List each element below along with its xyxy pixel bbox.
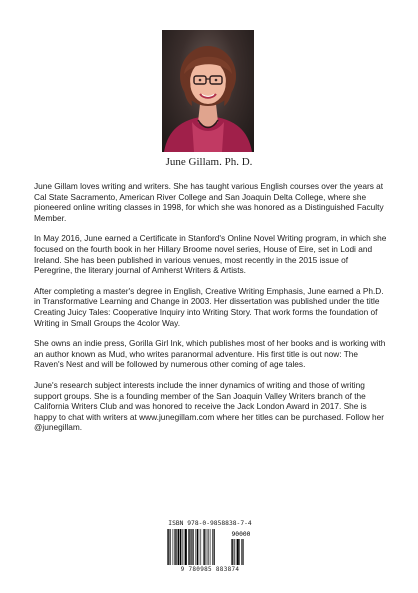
barcode-bar xyxy=(203,529,204,565)
author-bio xyxy=(34,181,388,443)
barcode-bar xyxy=(214,529,215,565)
barcode-addon-bar xyxy=(231,539,232,565)
barcode-addon-bar xyxy=(241,539,242,565)
barcode-bar xyxy=(189,529,190,565)
barcode-bar xyxy=(192,529,193,565)
barcode-addon-bar xyxy=(232,539,233,565)
barcode-bar xyxy=(204,529,205,565)
author-caption: June Gillam. Ph. D. xyxy=(165,156,253,168)
author-photo xyxy=(162,30,254,152)
barcode-bar xyxy=(210,529,211,565)
barcode-bar xyxy=(174,529,175,565)
barcode-bar xyxy=(199,529,200,565)
barcode-bar xyxy=(170,529,171,565)
bio-paragraph: After completing a master's degree in English, Creative Writing Emphasis, June earned a Ph.D. in Transformative Learning and Change in 2003. Her dissertation was published under the title Creating Juicy Tales: Cooperative Inquiry into Writing Story. That work forms the foundation of Writing in Small Groups the 4color Way. xyxy=(34,285,384,328)
barcode-addon-bar xyxy=(236,539,237,565)
barcode-bar xyxy=(212,529,213,565)
barcode-addon-bar xyxy=(239,539,240,565)
price-code: 90000 xyxy=(231,531,251,538)
barcode-addon-bar xyxy=(237,539,239,565)
barcode-bar xyxy=(208,529,209,565)
bio-paragraph: June Gillam loves writing and writers. She has taught various English courses over the years at Cal State Sacramento, American River College and San Joaquin Delta College, where she pioneered online writing classes in 1998, for which she was honored as a Distinguished Faculty Member. xyxy=(34,181,384,223)
barcode-bar xyxy=(173,529,174,565)
barcode-bar xyxy=(188,529,189,565)
barcode-digits: 9 780985 883874 xyxy=(180,566,240,573)
isbn-barcode xyxy=(165,520,255,573)
barcode-bar xyxy=(167,529,168,565)
barcode-bar xyxy=(200,529,201,565)
barcode-bar xyxy=(184,529,185,565)
barcode-bar xyxy=(197,529,198,565)
barcode-bar xyxy=(176,529,177,565)
bio-paragraph: In May 2016, June earned a Certificate in Stanford's Online Novel Writing program, in which she focused on the fourth book in her Hillary Broome novel series, House of Eire, set in Lodi and Ireland. She has been published in various venues, most recently in the 2015 issue of Peregrine, the literary journal of Amherst Writers & Artists. xyxy=(34,233,387,276)
barcode-addon-bar xyxy=(242,539,243,565)
barcode-bar xyxy=(178,529,180,565)
barcode-bar xyxy=(191,529,192,565)
bio-paragraph: She owns an indie press, Gorilla Girl Ink, which publishes most of her books and is working with an author known as Mud, who writes paranormal adventure. His first title is out now: The Raven's Nest and will be followed by numerous other coming of age tales. xyxy=(34,338,386,370)
barcode-bar xyxy=(196,529,197,565)
author-portrait-illustration xyxy=(162,30,254,152)
barcode-bar xyxy=(185,529,187,565)
isbn-label: ISBN 978-0-9858838-7-4 xyxy=(168,520,252,527)
barcode-bar xyxy=(180,529,181,565)
barcode-addon-bar xyxy=(234,539,235,565)
barcode-bar xyxy=(182,529,183,565)
barcode-bar xyxy=(168,529,169,565)
bio-paragraph: June's research subject interests include the inner dynamics of writing and those of writing support groups. She is a founding member of the San Joaquin Valley Writers branch of the California Writers Club and was honored to receive the Jack London Award in 2017. She is happy to chat with writers at www.junegillam.com where her titles can be purchased. Follow her @junegillam. xyxy=(34,379,385,433)
barcode-bar xyxy=(207,529,208,565)
barcode-bars xyxy=(167,529,253,566)
